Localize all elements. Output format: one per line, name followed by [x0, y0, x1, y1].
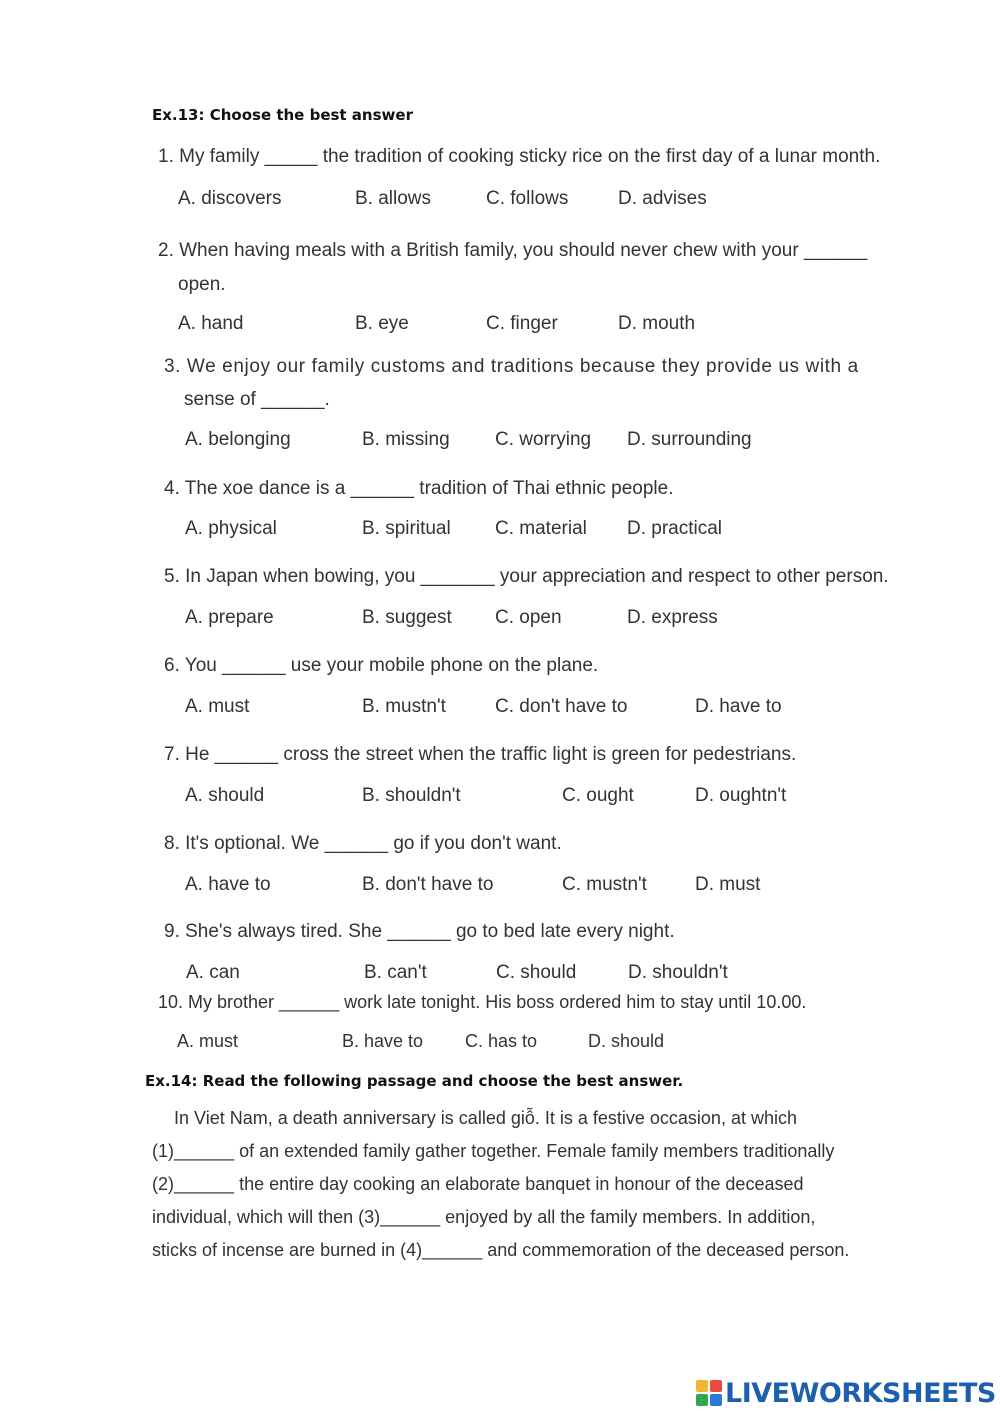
question-2-option-c[interactable]: C. finger: [486, 313, 558, 334]
question-3-option-b[interactable]: B. missing: [362, 429, 450, 450]
question-9-stem: 9. She's always tired. She ______ go to bed late every night.: [164, 921, 675, 942]
question-1-option-b[interactable]: B. allows: [355, 188, 432, 209]
question-3-stem: 3. We enjoy our family customs and traditions because they provide us with a: [164, 356, 859, 377]
question-5-option-a[interactable]: A. prepare: [185, 607, 274, 628]
passage: [152, 1102, 849, 1267]
question-2-option-d[interactable]: D. mouth: [618, 313, 696, 334]
question-9-option-a[interactable]: A. can: [186, 962, 240, 983]
question-4-option-d[interactable]: D. practical: [627, 518, 723, 539]
question-3-option-d[interactable]: D. surrounding: [627, 429, 752, 450]
question-9-option-c[interactable]: C. should: [496, 962, 577, 983]
question-2-option-b[interactable]: B. eye: [355, 313, 409, 334]
liveworksheets-logo: [696, 1376, 996, 1410]
question-3-option-a[interactable]: A. belonging: [185, 429, 291, 450]
question-4-stem: 4. The xoe dance is a ______ tradition of Thai ethnic people.: [164, 478, 674, 499]
question-1-option-c[interactable]: C. follows: [486, 188, 569, 209]
question-2-option-a[interactable]: A. hand: [178, 313, 244, 334]
question-7-option-d[interactable]: D. oughtn't: [695, 785, 787, 806]
passage-line-1: In Viet Nam, a death anniversary is called giỗ. It is a festive occasion, at which: [174, 1108, 797, 1128]
question-2-stem: 2. When having meals with a British family, you should never chew with your ______: [158, 240, 868, 261]
question-1-option-d[interactable]: D. advises: [618, 188, 707, 209]
question-10-option-c[interactable]: C. has to: [465, 1031, 538, 1051]
passage-line-5: sticks of incense are burned in (4)______ and commemoration of the deceased person.: [152, 1240, 850, 1260]
question-10-option-b[interactable]: B. have to: [342, 1031, 424, 1051]
question-7-option-c[interactable]: C. ought: [562, 785, 634, 806]
question-5-option-d[interactable]: D. express: [627, 607, 718, 628]
question-9-option-b[interactable]: B. can't: [364, 962, 427, 983]
question-9-option-d[interactable]: D. shouldn't: [628, 962, 728, 983]
question-8-option-d[interactable]: D. must: [695, 874, 761, 895]
passage-line-4: individual, which will then (3)______ enjoyed by all the family members. In addition,: [152, 1207, 816, 1227]
exercise-14-title: Ex.14: Read the following passage and choose the best answer.: [145, 1072, 684, 1090]
question-7-stem: 7. He ______ cross the street when the traffic light is green for pedestrians.: [164, 744, 797, 765]
passage-line-2: (1)______ of an extended family gather together. Female family members traditionally: [152, 1141, 835, 1161]
question-8-option-a[interactable]: A. have to: [185, 874, 271, 895]
passage-line-3: (2)______ the entire day cooking an elaborate banquet in honour of the deceased: [152, 1174, 804, 1194]
liveworksheets-logo-icon: [696, 1380, 722, 1406]
question-5-option-b[interactable]: B. suggest: [362, 607, 452, 628]
question-1-stem: 1. My family _____ the tradition of cooking sticky rice on the first day of a lunar month.: [158, 146, 881, 167]
exercise-13-title: Ex.13: Choose the best answer: [152, 106, 413, 124]
question-4-option-b[interactable]: B. spiritual: [362, 518, 451, 539]
question-1-option-a[interactable]: A. discovers: [178, 188, 282, 209]
question-6-option-d[interactable]: D. have to: [695, 696, 782, 717]
question-8-option-b[interactable]: B. don't have to: [362, 874, 494, 895]
question-8-option-c[interactable]: C. mustn't: [562, 874, 647, 895]
question-5-stem: 5. In Japan when bowing, you _______ your appreciation and respect to other person.: [164, 566, 889, 587]
question-6-option-a[interactable]: A. must: [185, 696, 250, 717]
question-6-option-c[interactable]: C. don't have to: [495, 696, 628, 717]
question-8-stem: 8. It's optional. We ______ go if you don't want.: [164, 833, 562, 854]
question-5-option-c[interactable]: C. open: [495, 607, 562, 628]
question-6-stem: 6. You ______ use your mobile phone on the plane.: [164, 655, 599, 676]
question-6-option-b[interactable]: B. mustn't: [362, 696, 446, 717]
question-3-stem-continued: sense of ______.: [184, 389, 330, 410]
question-10-stem: 10. My brother ______ work late tonight. His boss ordered him to stay until 10.00.: [158, 992, 807, 1012]
question-4-option-a[interactable]: A. physical: [185, 518, 277, 539]
liveworksheets-logo-text: LIVEWORKSHEETS: [725, 1377, 996, 1409]
question-4-option-c[interactable]: C. material: [495, 518, 587, 539]
question-3-option-c[interactable]: C. worrying: [495, 429, 592, 450]
question-10-option-a[interactable]: A. must: [177, 1031, 239, 1051]
question-7-option-b[interactable]: B. shouldn't: [362, 785, 461, 806]
question-7-option-a[interactable]: A. should: [185, 785, 265, 806]
question-2-stem-continued: open.: [178, 274, 226, 295]
question-10-option-d[interactable]: D. should: [588, 1031, 665, 1051]
